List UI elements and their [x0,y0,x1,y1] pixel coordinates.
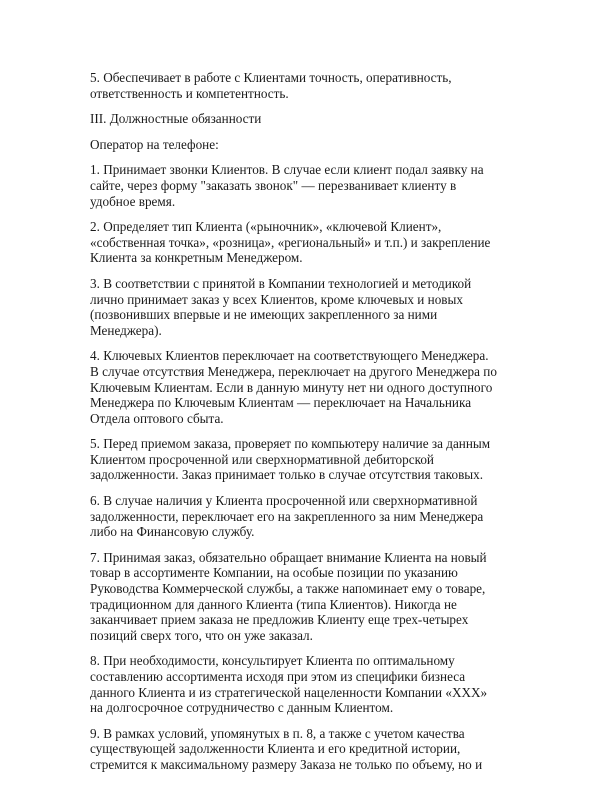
text-line: 2. Определяет тип Клиента («рыночник», «ключевой Клиент», [90,219,442,235]
text-line: Клиента за конкретным Менеджером. [90,250,303,266]
text-line: Оператор на телефоне: [90,136,219,152]
text-line: (позвонивших впервые и не имеющих закрепленного за ними [90,307,438,323]
text-line: заканчивает прием заказа не предложив Клиенту еще трех-четырех [90,612,469,628]
text-line: 5. Перед приемом заказа, проверяет по компьютеру наличие за данным [90,436,491,452]
section-heading [90,111,530,127]
text-line: 5. Обеспечивает в работе с Клиентами точность, оперативность, [90,70,452,85]
text-line: ответственность и компетентность. [90,85,289,101]
text-line: товар в ассортименте Компании, на особые позиции по указанию [90,565,458,581]
text-line: Руководства Коммерческой службы, а также напоминает ему о товаре, [90,581,486,597]
text-line: составлению ассортимента исходя при этом из специфики бизнеса [90,669,466,684]
text-line: удобное время. [90,193,176,209]
text-line: Клиентом просроченной или сверхнормативной дебиторской [90,451,434,467]
text-line: Менеджера). [90,322,162,338]
text-line: 1. Принимает звонки Клиентов. В случае если клиент подал заявку на [90,162,484,178]
text-line: III. Должностные обязанности [90,111,262,127]
paragraph-item-6 [90,493,530,540]
text-line: лично принимает заказ у всех Клиентов, кроме ключевых и новых [90,291,463,307]
paragraph-item-8 [90,653,530,715]
text-line: стремится к максимальному размеру Заказа не только по объему, но и [90,756,483,772]
text-line: В случае отсутствия Менеджера, переключает на другого Менеджера по [90,363,497,379]
paragraph-item-5-obligations [90,70,530,101]
document-page [90,70,530,783]
text-line: 4. Ключевых Клиентов переключает на соответствующего Менеджера. [90,348,489,364]
text-line: существующей задолженности Клиента и его кредитной истории, [90,741,461,757]
text-line: 7. Принимая заказ, обязательно обращает внимание Клиента на новый [90,549,487,565]
paragraph-item-2 [90,219,530,266]
text-line: 8. При необходимости, консультирует Клиента по оптимальному [90,653,455,669]
text-line: 6. В случае наличия у Клиента просроченной или сверхнормативной [90,493,478,509]
text-line: 3. В соответствии с принятой в Компании технологией и методикой [90,275,472,291]
paragraph-item-1 [90,162,530,209]
text-line: данного Клиента и из стратегической нацеленности Компании «ХХХ» [90,684,488,700]
text-line: на долгосрочное сотрудничество с данным Клиентом. [90,700,394,716]
text-line: задолженности. Заказ принимает только в случае отсутствия таковых. [90,467,484,483]
subsection-heading [90,137,530,153]
text-line: Отдела оптового сбыта. [90,410,224,426]
text-line: Ключевым Клиентам. Если в данную минуту нет ни одного доступного [90,379,493,395]
text-line: позиций сверх того, что он уже заказал. [90,627,313,643]
text-line: 9. В рамках условий, упомянутых в п. 8, а также с учетом качества [90,725,465,741]
paragraph-item-3 [90,276,530,338]
paragraph-item-9 [90,726,530,773]
paragraph-item-4 [90,348,530,426]
text-line: либо на Финансовую службу. [90,524,255,540]
text-line: задолженности, переключает его на закрепленного за ним Менеджера [90,508,484,524]
text-line: традиционном для данного Клиента (типа Клиентов). Никогда не [90,596,457,612]
paragraph-item-5 [90,436,530,483]
text-line: Менеджера по Ключевым Клиентам — переключает на Начальника [90,395,472,411]
text-line: сайте, через форму "заказать звонок" — перезванивает клиенту в [90,177,457,193]
paragraph-item-7 [90,550,530,644]
text-line: «собственная точка», «розница», «региональный» и т.п.) и закрепление [90,234,491,250]
